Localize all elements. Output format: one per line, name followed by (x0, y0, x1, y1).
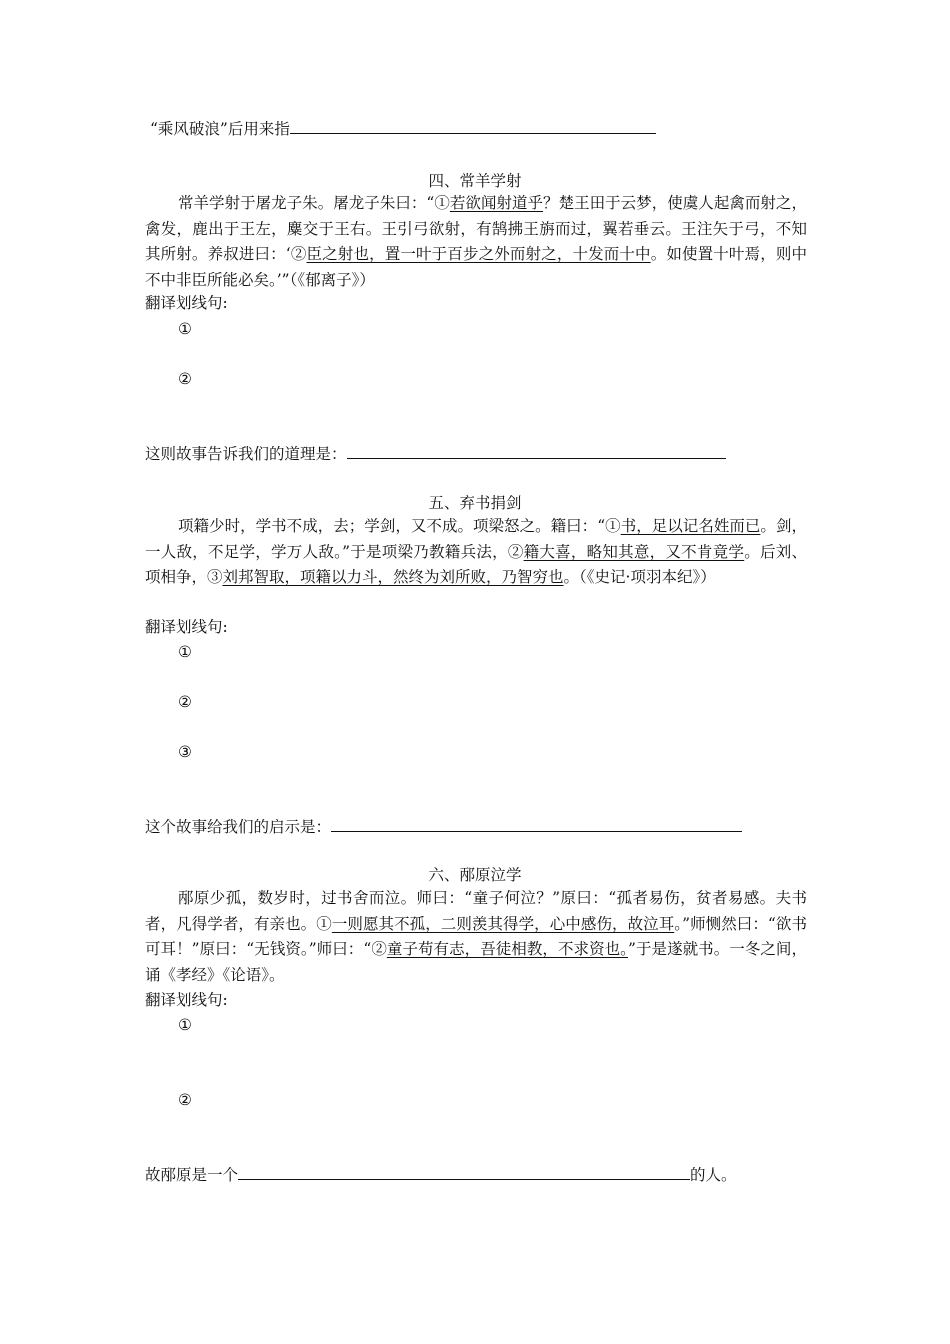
passage-text: ”于是遂就书。一冬之间，诵《孝经》《论语》。 (145, 940, 807, 984)
answer-number: ② (178, 693, 192, 711)
underlined-sentence: 童子苟有志，吾徒相教，不求资也。 (386, 940, 628, 958)
passage-6 (145, 886, 807, 988)
answer-number: ① (178, 320, 192, 338)
answer-number: ③ (178, 743, 192, 761)
passage-4 (145, 191, 807, 293)
lesson-question (145, 816, 742, 838)
answer-number: ① (178, 1016, 192, 1034)
translate-label: 翻译划线句: (145, 991, 228, 1009)
passage-text: 。（《史记·项羽本纪》） (563, 568, 716, 586)
chengfeng-question (150, 118, 656, 140)
answer-blank[interactable] (347, 443, 726, 459)
conclusion-question (145, 1164, 737, 1186)
underlined-sentence: 书，足以记名姓而已 (620, 517, 761, 535)
lesson-label: 这则故事告诉我们的道理是： (145, 445, 347, 463)
answer-blank[interactable] (331, 816, 742, 832)
passage-text: 。后刘、项相争，③ (145, 542, 807, 586)
lesson-question (145, 443, 726, 465)
passage-text: 。”师恻然曰：“欲书可耳！”原曰：“无钱资。”师曰：“② (145, 914, 807, 958)
chengfeng-text: “乘风破浪”后用来指 (150, 120, 290, 138)
passage-text: ？楚王田于云梦，使虞人起禽而射之，禽发，鹿出于王左，麋交于王右。王引弓欲射，有鹄拂王旃而过，翼若垂云。王注矢于弓，不知其所射。养叔进曰：‘② (145, 194, 807, 263)
answer-number: ② (178, 370, 192, 388)
conclusion-suffix: 的人。 (690, 1166, 737, 1184)
passage-text: 邴原少孤，数岁时，过书舍而泣。师曰：“童子何泣？”原曰：“孤者易伤，贫者易感。夫书者，凡得学者，有亲也。① (145, 889, 807, 933)
translate-label: 翻译划线句: (145, 618, 228, 636)
answer-number: ② (178, 1091, 192, 1109)
passage-text: 。剑，一人敌，不足学，学万人敌。”于是项梁乃教籍兵法，② (145, 517, 807, 561)
passage-text: 。如使置十叶焉，则中不中非臣所能必矣。’”（《郁离子》） (145, 245, 807, 289)
passage-text: 常羊学射于屠龙子朱。屠龙子朱曰：“① (178, 194, 450, 212)
underlined-sentence: 一则愿其不孤，二则羡其得学，心中感伤，故泣耳 (331, 914, 675, 933)
underlined-sentence: 若欲闻射道乎 (449, 194, 544, 212)
answer-blank[interactable] (238, 1164, 690, 1180)
conclusion-prefix: 故邴原是一个 (145, 1166, 239, 1184)
underlined-sentence: 刘邦智取，项籍以力斗，然终为刘所败，乃智穷也 (222, 568, 564, 586)
underlined-sentence: 臣之射也，置一叶于百步之外而射之，十发而十中 (306, 245, 651, 263)
translate-label: 翻译划线句: (145, 294, 228, 312)
answer-blank[interactable] (290, 118, 656, 134)
passage-text: 项籍少时，学书不成，去；学剑，又不成。项梁怒之。籍曰：“① (178, 517, 621, 535)
lesson-label: 这个故事给我们的启示是： (145, 818, 332, 836)
section-title-5: 五、弃书捐剑 (428, 494, 522, 512)
section-title-4: 四、常羊学射 (428, 172, 522, 190)
underlined-sentence: 籍大喜，略知其意，又不肯竟学 (523, 542, 745, 561)
passage-5 (145, 514, 807, 591)
section-title-6: 六、邴原泣学 (428, 866, 522, 884)
answer-number: ① (178, 643, 192, 661)
